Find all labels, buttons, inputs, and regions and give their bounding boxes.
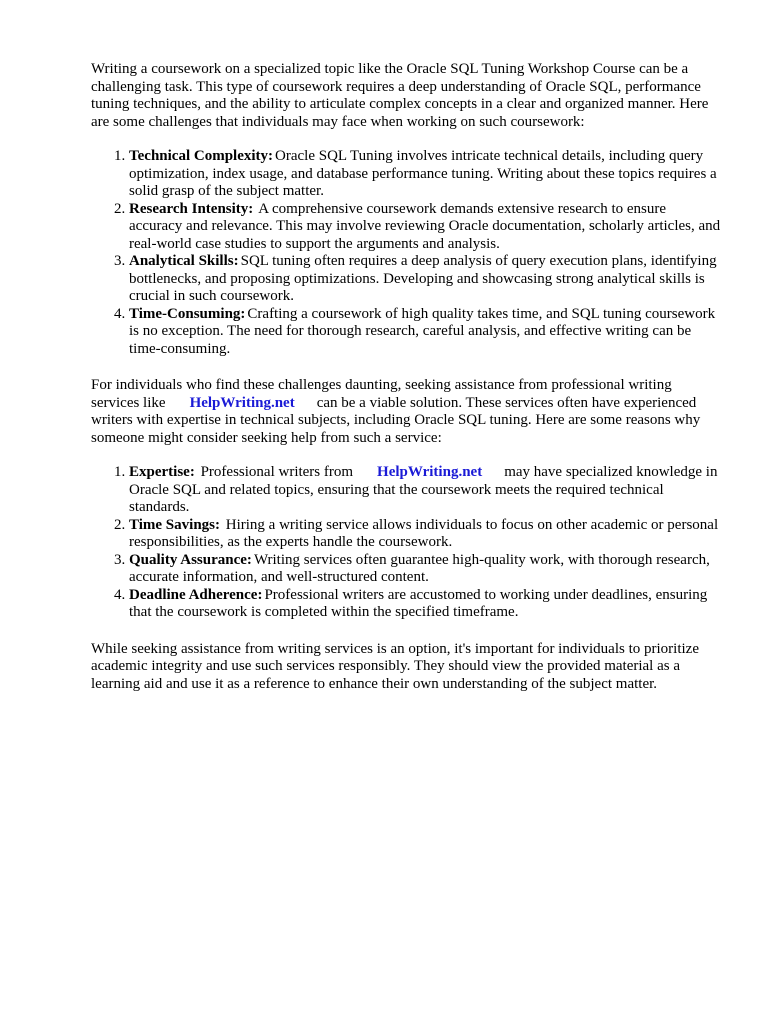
assistance-text-after: can be a viable solution. These services often have experienced writers with expertise in technical subjects, including Oracle SQL tuning. Here are some reasons why someone might consider seeking help from such a service: (91, 394, 701, 446)
item-text: Writing services often guarantee high-quality work, with thorough research, accurate information, and well-structured content. (129, 551, 710, 585)
item-text: Professional writers are accustomed to working under deadlines, ensuring that the coursework is completed within the specified timeframe. (129, 586, 708, 620)
item-text: Hiring a writing service allows individuals to focus on other academic or personal responsibilities, as the experts handle the coursework. (129, 516, 719, 550)
list-item-deadline-adherence (129, 587, 723, 622)
helpwriting-link[interactable]: HelpWriting.net (377, 464, 483, 480)
assistance-paragraph (91, 377, 723, 447)
item-term: Time Savings: (129, 516, 220, 533)
assistance-text-before: For individuals who find these challenges daunting, seeking assistance from professional writing services like (91, 377, 672, 411)
item-term: Research Intensity: (129, 200, 254, 217)
list-item-research-intensity (129, 201, 723, 254)
intro-paragraph: Writing a coursework on a specialized topic like the Oracle SQL Tuning Workshop Course can be a challenging task. This type of coursework requires a deep understanding of Oracle SQL, performance tuning techniques, and the ability to articulate complex concepts in a clear and organized manner. Here are some challenges that individuals may face when working on such coursework: (91, 61, 709, 130)
list-item-quality-assurance (129, 552, 723, 587)
item-term: Quality Assurance: (129, 551, 252, 568)
item-term: Deadline Adherence: (129, 586, 263, 603)
item-text: SQL tuning often requires a deep analysis of query execution plans, identifying bottlenecks, and proposing optimizations. Developing and showcasing strong analytical skills is crucial in such coursework. (129, 253, 717, 304)
helpwriting-link[interactable]: HelpWriting.net (189, 394, 295, 411)
item-text: Crafting a coursework of high quality takes time, and SQL tuning coursework is no exception. The need for thorough research, careful analysis, and effective writing can be time-consuming. (129, 305, 716, 357)
reasons-list (91, 464, 723, 622)
list-item-time-savings (129, 517, 723, 552)
item-text-after: may have specialized knowledge in Oracle SQL and related topics, ensuring that the coursework meets the required technical standards. (129, 464, 718, 515)
list-item-expertise (129, 464, 723, 517)
item-term: Analytical Skills: (129, 253, 239, 269)
list-item-analytical-skills (129, 253, 723, 306)
item-text-before: Professional writers from (200, 464, 354, 480)
challenges-list (91, 148, 723, 358)
item-term: Expertise: (129, 464, 195, 480)
document-page (91, 61, 723, 693)
item-text: Oracle SQL Tuning involves intricate technical details, including query optimization, index usage, and database performance tuning. Writing about these topics requires a solid grasp of the subject matter. (129, 148, 717, 199)
item-term: Time-Consuming: (129, 305, 246, 322)
closing-paragraph: While seeking assistance from writing services is an option, it's important for individuals to prioritize academic integrity and use such services responsibly. They should view the provided material as a learning aid and use it as a reference to enhance their own understanding of the subject matter. (91, 640, 699, 692)
item-term: Technical Complexity: (129, 148, 274, 164)
list-item-technical-complexity (129, 148, 723, 201)
item-text: A comprehensive coursework demands extensive research to ensure accuracy and relevance. This may involve reviewing Oracle documentation, scholarly articles, and real-world case studies to support the arguments and analysis. (129, 200, 721, 252)
list-item-time-consuming (129, 306, 723, 359)
